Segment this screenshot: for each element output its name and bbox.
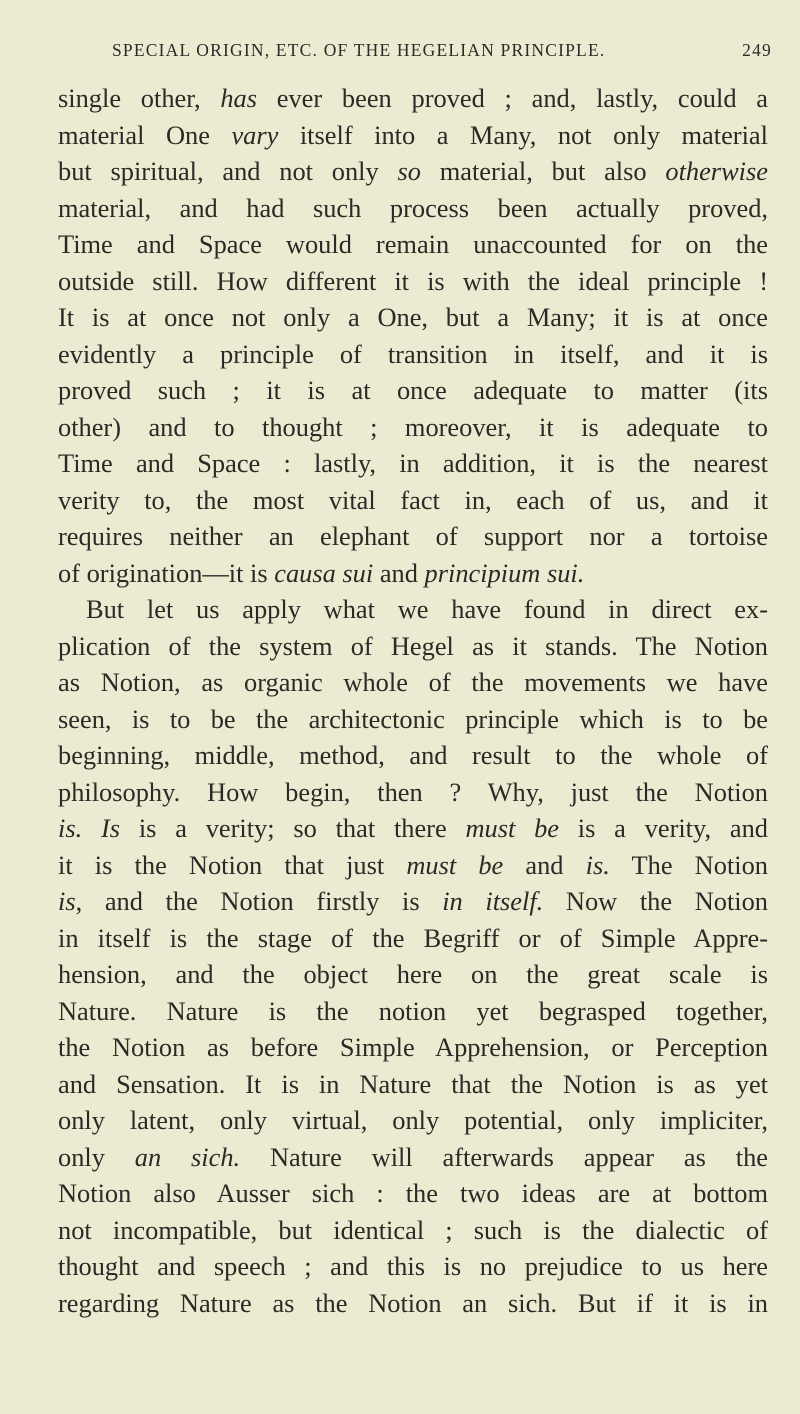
italic-text: vary — [231, 119, 279, 150]
text-run: , and the Notion firstly is — [75, 886, 443, 916]
text-line — [58, 701, 768, 738]
text-line — [58, 1102, 768, 1139]
text-line — [58, 1029, 768, 1066]
text-run: Nature will afterwards appear as the — [240, 1141, 768, 1172]
text-run: beginning, middle, method, and result to the whole of — [58, 740, 768, 770]
text-line — [58, 153, 768, 190]
text-run: in itself is the stage of the Begriff or of Simple Appre- — [58, 922, 768, 953]
text-line — [58, 774, 768, 811]
text-run: the Notion as before Simple Apprehension, or Perception — [58, 1032, 768, 1062]
text-run: but spiritual, and not only — [58, 156, 398, 186]
running-head — [112, 36, 772, 64]
text-run: material, and had such process been actually proved, — [58, 192, 768, 223]
text-run: it is the Notion that just — [58, 849, 407, 880]
text-run: plication of the system of Hegel as it stands. The Notion — [58, 630, 768, 661]
text-line — [58, 883, 768, 920]
text-run: proved such ; it is at once adequate to matter (its — [58, 375, 768, 405]
text-line — [58, 299, 768, 336]
text-run: not incompatible, but identical ; such is the dialectic of — [58, 1214, 768, 1245]
italic-text: is. — [58, 813, 83, 843]
text-line — [58, 117, 768, 154]
text-line — [58, 664, 768, 701]
text-line — [58, 1175, 768, 1212]
text-run: and Sensation. It is in Nature that the Notion is as yet — [58, 1068, 768, 1099]
text-line — [58, 1248, 768, 1285]
text-line — [58, 810, 768, 847]
text-run: outside still. How different it is with the ideal principle ! — [58, 265, 768, 296]
body-text — [58, 80, 768, 1321]
text-run: philosophy. How begin, then ? Why, just the Notion — [58, 776, 768, 807]
text-run: single other, — [58, 83, 221, 113]
text-line — [58, 993, 768, 1030]
text-run: and — [503, 849, 586, 880]
text-line — [58, 263, 768, 300]
italic-text: in itself. — [442, 886, 544, 916]
text-run: Notion also Ausser sich : the two ideas are at bottom — [58, 1178, 768, 1208]
text-line — [58, 372, 768, 409]
text-line — [58, 409, 768, 446]
text-line — [58, 80, 768, 117]
text-run: only — [58, 1141, 135, 1172]
text-line — [58, 482, 768, 519]
text-run: of origination—it is — [58, 557, 275, 588]
italic-text: is. — [585, 849, 610, 880]
italic-text: Is — [100, 813, 121, 843]
italic-text: must be — [406, 849, 504, 880]
text-run: verity to, the most vital fact in, each of us, and it — [58, 484, 768, 515]
text-run: Now the Notion — [543, 886, 768, 916]
text-run: other) and to thought ; moreover, it is adequate to — [58, 411, 768, 442]
text-line — [58, 1066, 768, 1103]
text-line — [58, 1139, 768, 1176]
text-run: is a verity, and — [559, 813, 768, 843]
italic-text: principium sui. — [424, 557, 585, 588]
text-run: ever been proved ; and, lastly, could a — [257, 83, 769, 113]
text-run: regarding Nature as the Notion an sich. But if it is in — [58, 1287, 768, 1318]
text-line — [58, 190, 768, 227]
text-run: hension, and the object here on the great scale is — [58, 959, 768, 989]
italic-text: an sich. — [134, 1141, 241, 1172]
text-run: The Notion — [609, 849, 768, 880]
italic-text: causa sui — [274, 557, 374, 588]
text-run: evidently a principle of transition in itself, and it is — [58, 338, 768, 369]
text-line — [58, 591, 768, 628]
text-run: Nature. Nature is the notion yet begrasped together, — [58, 995, 768, 1026]
text-run: and — [373, 557, 425, 588]
text-line — [58, 1285, 768, 1322]
text-line — [58, 226, 768, 263]
text-line — [58, 1212, 768, 1249]
text-run — [82, 813, 101, 843]
text-run: thought and speech ; and this is no prejudice to us here — [58, 1251, 768, 1281]
italic-text: so — [397, 156, 421, 186]
text-run: But let us apply what we have found in direct ex- — [86, 594, 768, 624]
running-head-title: SPECIAL ORIGIN, ETC. OF THE HEGELIAN PRINCIPLE. — [112, 40, 606, 60]
text-line — [58, 518, 768, 555]
italic-text: otherwise — [665, 156, 768, 186]
text-run: itself into a Many, not only material — [278, 119, 768, 150]
text-run: material One — [58, 119, 232, 150]
text-line — [58, 956, 768, 993]
text-run: is a verity; so that there — [120, 813, 466, 843]
text-run: as Notion, as organic whole of the movements we have — [58, 667, 768, 697]
text-line — [58, 847, 768, 884]
italic-text: must be — [465, 813, 560, 843]
text-run: Time and Space : lastly, in addition, it is the nearest — [58, 448, 768, 478]
text-run: It is at once not only a One, but a Many; it is at once — [58, 302, 768, 332]
text-line — [58, 737, 768, 774]
page-number: 249 — [742, 40, 772, 60]
text-line — [58, 336, 768, 373]
text-run: Time and Space would remain unaccounted for on the — [58, 229, 768, 259]
italic-text: is — [58, 886, 76, 916]
text-run: requires neither an elephant of support nor a tortoise — [58, 521, 768, 551]
text-line — [58, 555, 768, 592]
text-run: only latent, only virtual, only potential, only impliciter, — [58, 1105, 768, 1135]
text-line — [58, 628, 768, 665]
text-run: material, but also — [420, 156, 666, 186]
text-line — [58, 920, 768, 957]
italic-text: has — [220, 83, 257, 113]
text-run: seen, is to be the architectonic principle which is to be — [58, 703, 768, 734]
text-line — [58, 445, 768, 482]
